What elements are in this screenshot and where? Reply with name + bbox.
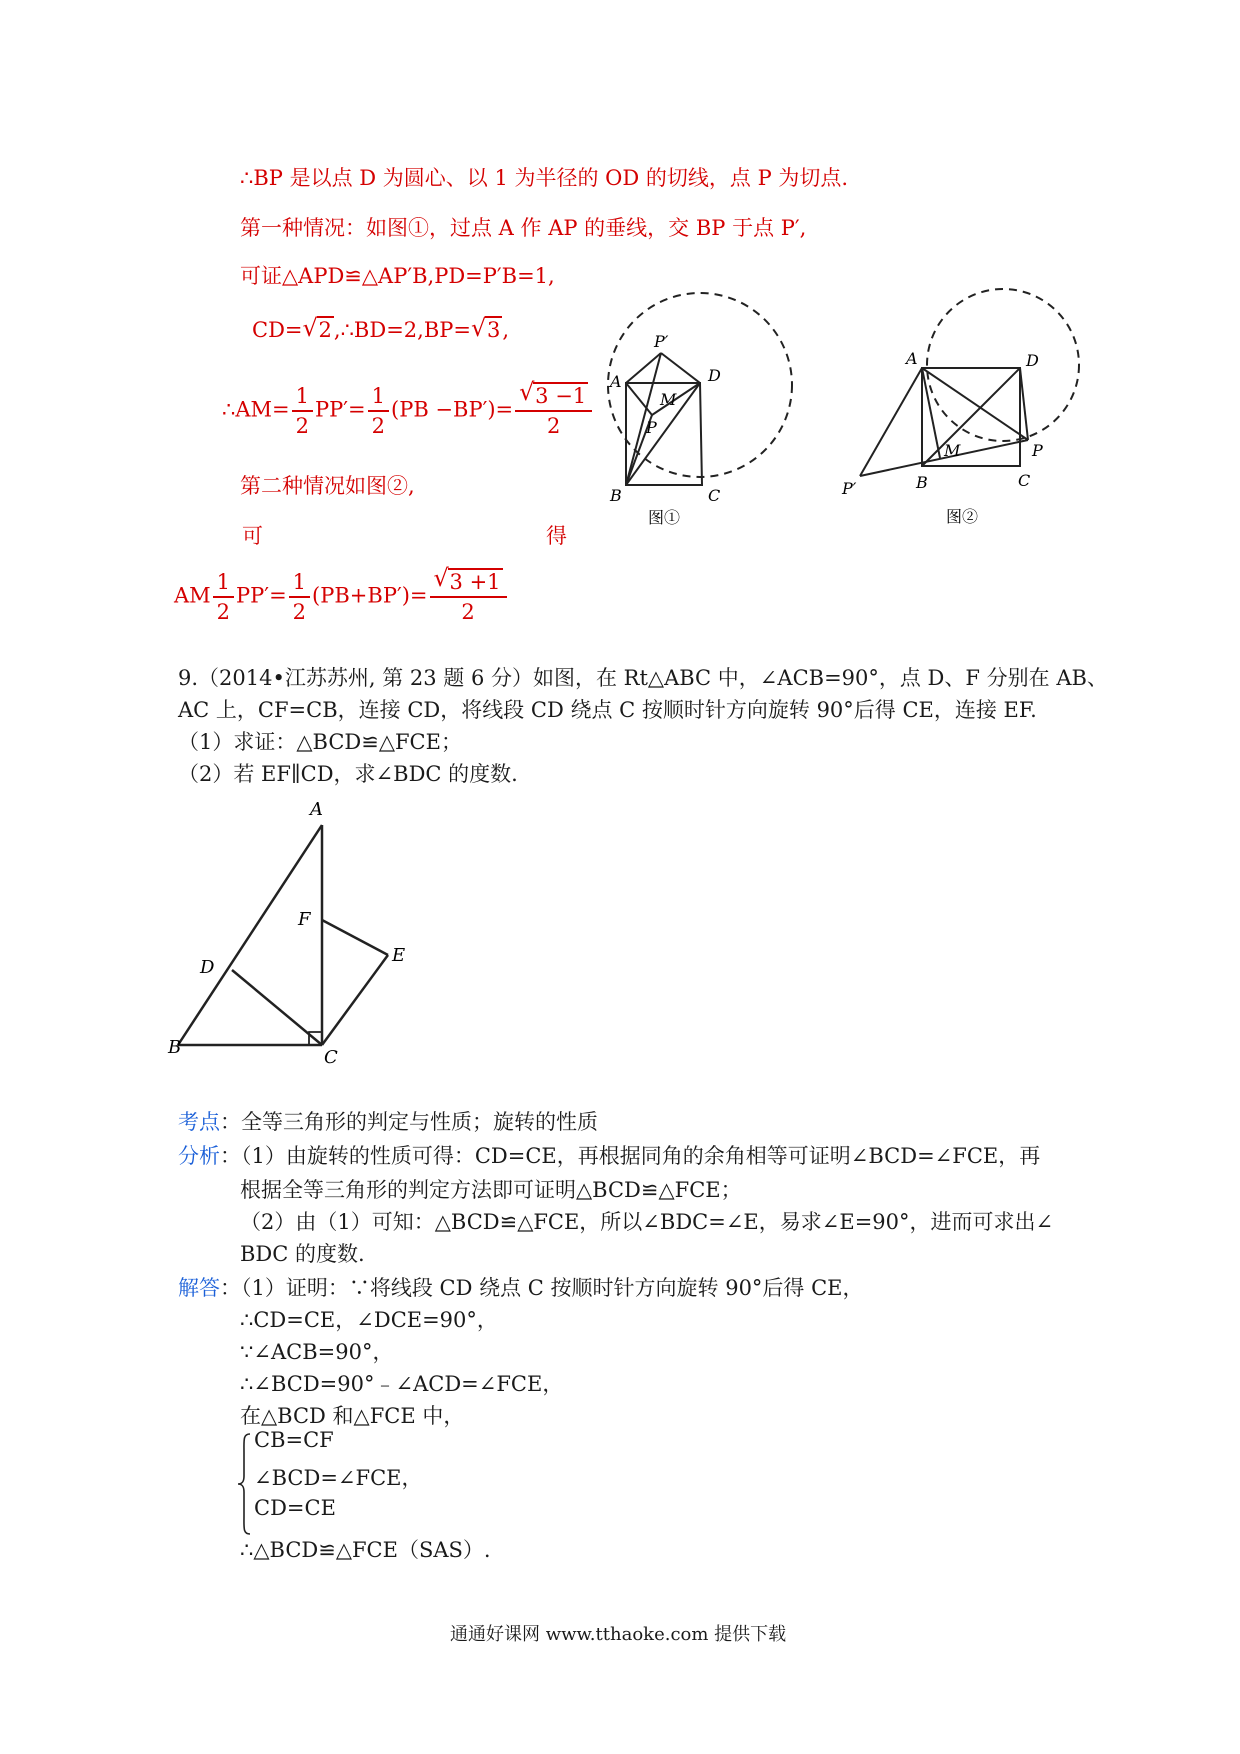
dashed-circle: [927, 289, 1079, 441]
line5-part-c: (PB −BP′)=: [391, 397, 514, 422]
solution-line-7-right: 得: [546, 524, 567, 548]
fig9-label: E: [392, 945, 406, 966]
solution-line-5: [222, 378, 594, 440]
solution-line-1: ∴BP 是以点 D 为圆心、以 1 为半径的 OD 的切线，点 P 为切点.: [240, 166, 849, 190]
jieda-line-5: 在△BCD 和△FCE 中，: [240, 1404, 465, 1428]
fig2-label: C: [1018, 471, 1031, 490]
fig1-label: C: [708, 486, 721, 505]
kaodian-label: 考点: [178, 1110, 220, 1134]
problem9-line-1: 9.（2014•江苏苏州, 第 23 题 6 分）如图，在 Rt△ABC 中，∠ACB=90°，点 D、F 分别在 AB、: [178, 666, 1108, 690]
fig9-label: C: [324, 1047, 338, 1068]
solution-line-2: 第一种情况：如图①，过点 A 作 AP 的垂线，交 BP 于点 P′,: [240, 216, 807, 240]
figure-2: [840, 290, 1100, 526]
fig1-label: A: [610, 372, 622, 391]
fig2-label: P: [1032, 441, 1043, 460]
system-eq-1: CB=CF: [254, 1428, 334, 1452]
problem9-line-2: AC 上，CF=CB，连接 CD，将线段 CD 绕点 C 按顺时针方向旋转 90°后得 CE，连接 EF.: [178, 698, 1037, 722]
fenxi-line-3: （2）由（1）可知：△BCD≌△FCE，所以∠BDC=∠E，易求∠E=90°，进而可求出∠: [240, 1210, 1054, 1234]
solution-line-7-left: 可: [242, 524, 263, 548]
solution-line-6: 第二种情况如图②,: [240, 474, 415, 498]
fig1-caption: 图①: [648, 508, 681, 527]
jieda-label: 解答: [178, 1276, 220, 1300]
problem9-question-1: （1）求证：△BCD≌△FCE；: [178, 730, 462, 754]
fenxi-line-1: [178, 1140, 1040, 1170]
fig1-label: D: [708, 366, 721, 385]
jieda-line-1: [178, 1272, 864, 1302]
fig9-label: D: [200, 957, 215, 978]
fenxi-label: 分析: [178, 1144, 220, 1168]
page-footer: 通通好课网 www.tthaoke.com 提供下载: [450, 1624, 787, 1645]
line4-part-b: ,∴BD=2,BP=: [333, 318, 471, 342]
fig9-label: A: [310, 799, 323, 820]
system-eq-2: ∠BCD=∠FCE，: [254, 1466, 423, 1490]
fig2-label: M: [944, 441, 961, 460]
kaodian-line: [178, 1106, 598, 1136]
solution-line-3: 可证△APD≌△AP′B,PD=P′B=1,: [240, 264, 555, 288]
fig2-label: A: [906, 349, 918, 368]
fig1-label: P′: [654, 332, 669, 351]
sqrt-3: √ 3: [471, 314, 501, 342]
solution-line-4: [252, 314, 510, 342]
sqrt-2: √ 2: [302, 314, 332, 342]
problem9-question-2: （2）若 EF∥CD，求∠BDC 的度数.: [178, 762, 518, 786]
line5-part-a: ∴AM=: [222, 397, 290, 422]
fraction-result-1: √ 3 −1 2: [515, 382, 592, 440]
fig2-label: D: [1026, 351, 1039, 370]
jieda-line-2: ∴CD=CE，∠DCE=90°，: [240, 1308, 498, 1332]
line4-part-a: CD=: [252, 318, 303, 342]
jieda-line-4: ∴∠BCD=90°﹣∠ACD=∠FCE，: [240, 1372, 564, 1396]
left-brace-icon: [236, 1432, 254, 1536]
fig2-label: P′: [842, 479, 857, 498]
fraction-half: $\frac{1}{2}$: [292, 382, 313, 440]
fraction-half: $\frac{1}{2}$: [289, 568, 310, 626]
fraction-half: $\frac{1}{2}$: [213, 568, 234, 626]
fig2-label: B: [916, 473, 928, 492]
fraction-half: $\frac{1}{2}$: [368, 382, 389, 440]
fig1-label: P: [646, 418, 657, 437]
fraction-result-2: √ 3 +1 2: [430, 568, 507, 626]
system-eq-3: CD=CE: [254, 1496, 336, 1520]
line8-part-a: AM: [174, 583, 211, 608]
jieda-text: ：（1）证明：∵将线段 CD 绕点 C 按顺时针方向旋转 90°后得 CE，: [220, 1276, 864, 1300]
fenxi-text: ：（1）由旋转的性质可得：CD=CE，再根据同角的余角相等可证明∠BCD=∠FCE，再: [220, 1144, 1041, 1168]
jieda-line-6: ∴△BCD≌△FCE（SAS）.: [240, 1538, 491, 1562]
fenxi-line-2: 根据全等三角形的判定方法即可证明△BCD≌△FCE；: [240, 1178, 742, 1202]
figure-1: [590, 305, 820, 535]
fig1-label: M: [660, 390, 677, 409]
solution-line-8: [174, 564, 509, 626]
line4-part-c: ,: [502, 318, 510, 342]
fig9-label: B: [168, 1037, 182, 1058]
line8-part-b: PP′=: [236, 583, 287, 608]
fig2-caption: 图②: [946, 507, 979, 526]
fig9-label: F: [298, 909, 311, 930]
fig1-label: B: [610, 486, 622, 505]
line5-part-b: PP′=: [315, 397, 366, 422]
line8-part-c: (PB+BP′)=: [312, 583, 428, 608]
figure-9: [168, 795, 430, 1068]
kaodian-text: ：全等三角形的判定与性质；旋转的性质: [220, 1110, 598, 1134]
fenxi-line-4: BDC 的度数.: [240, 1242, 365, 1266]
jieda-line-3: ∵∠ACB=90°，: [240, 1340, 394, 1364]
